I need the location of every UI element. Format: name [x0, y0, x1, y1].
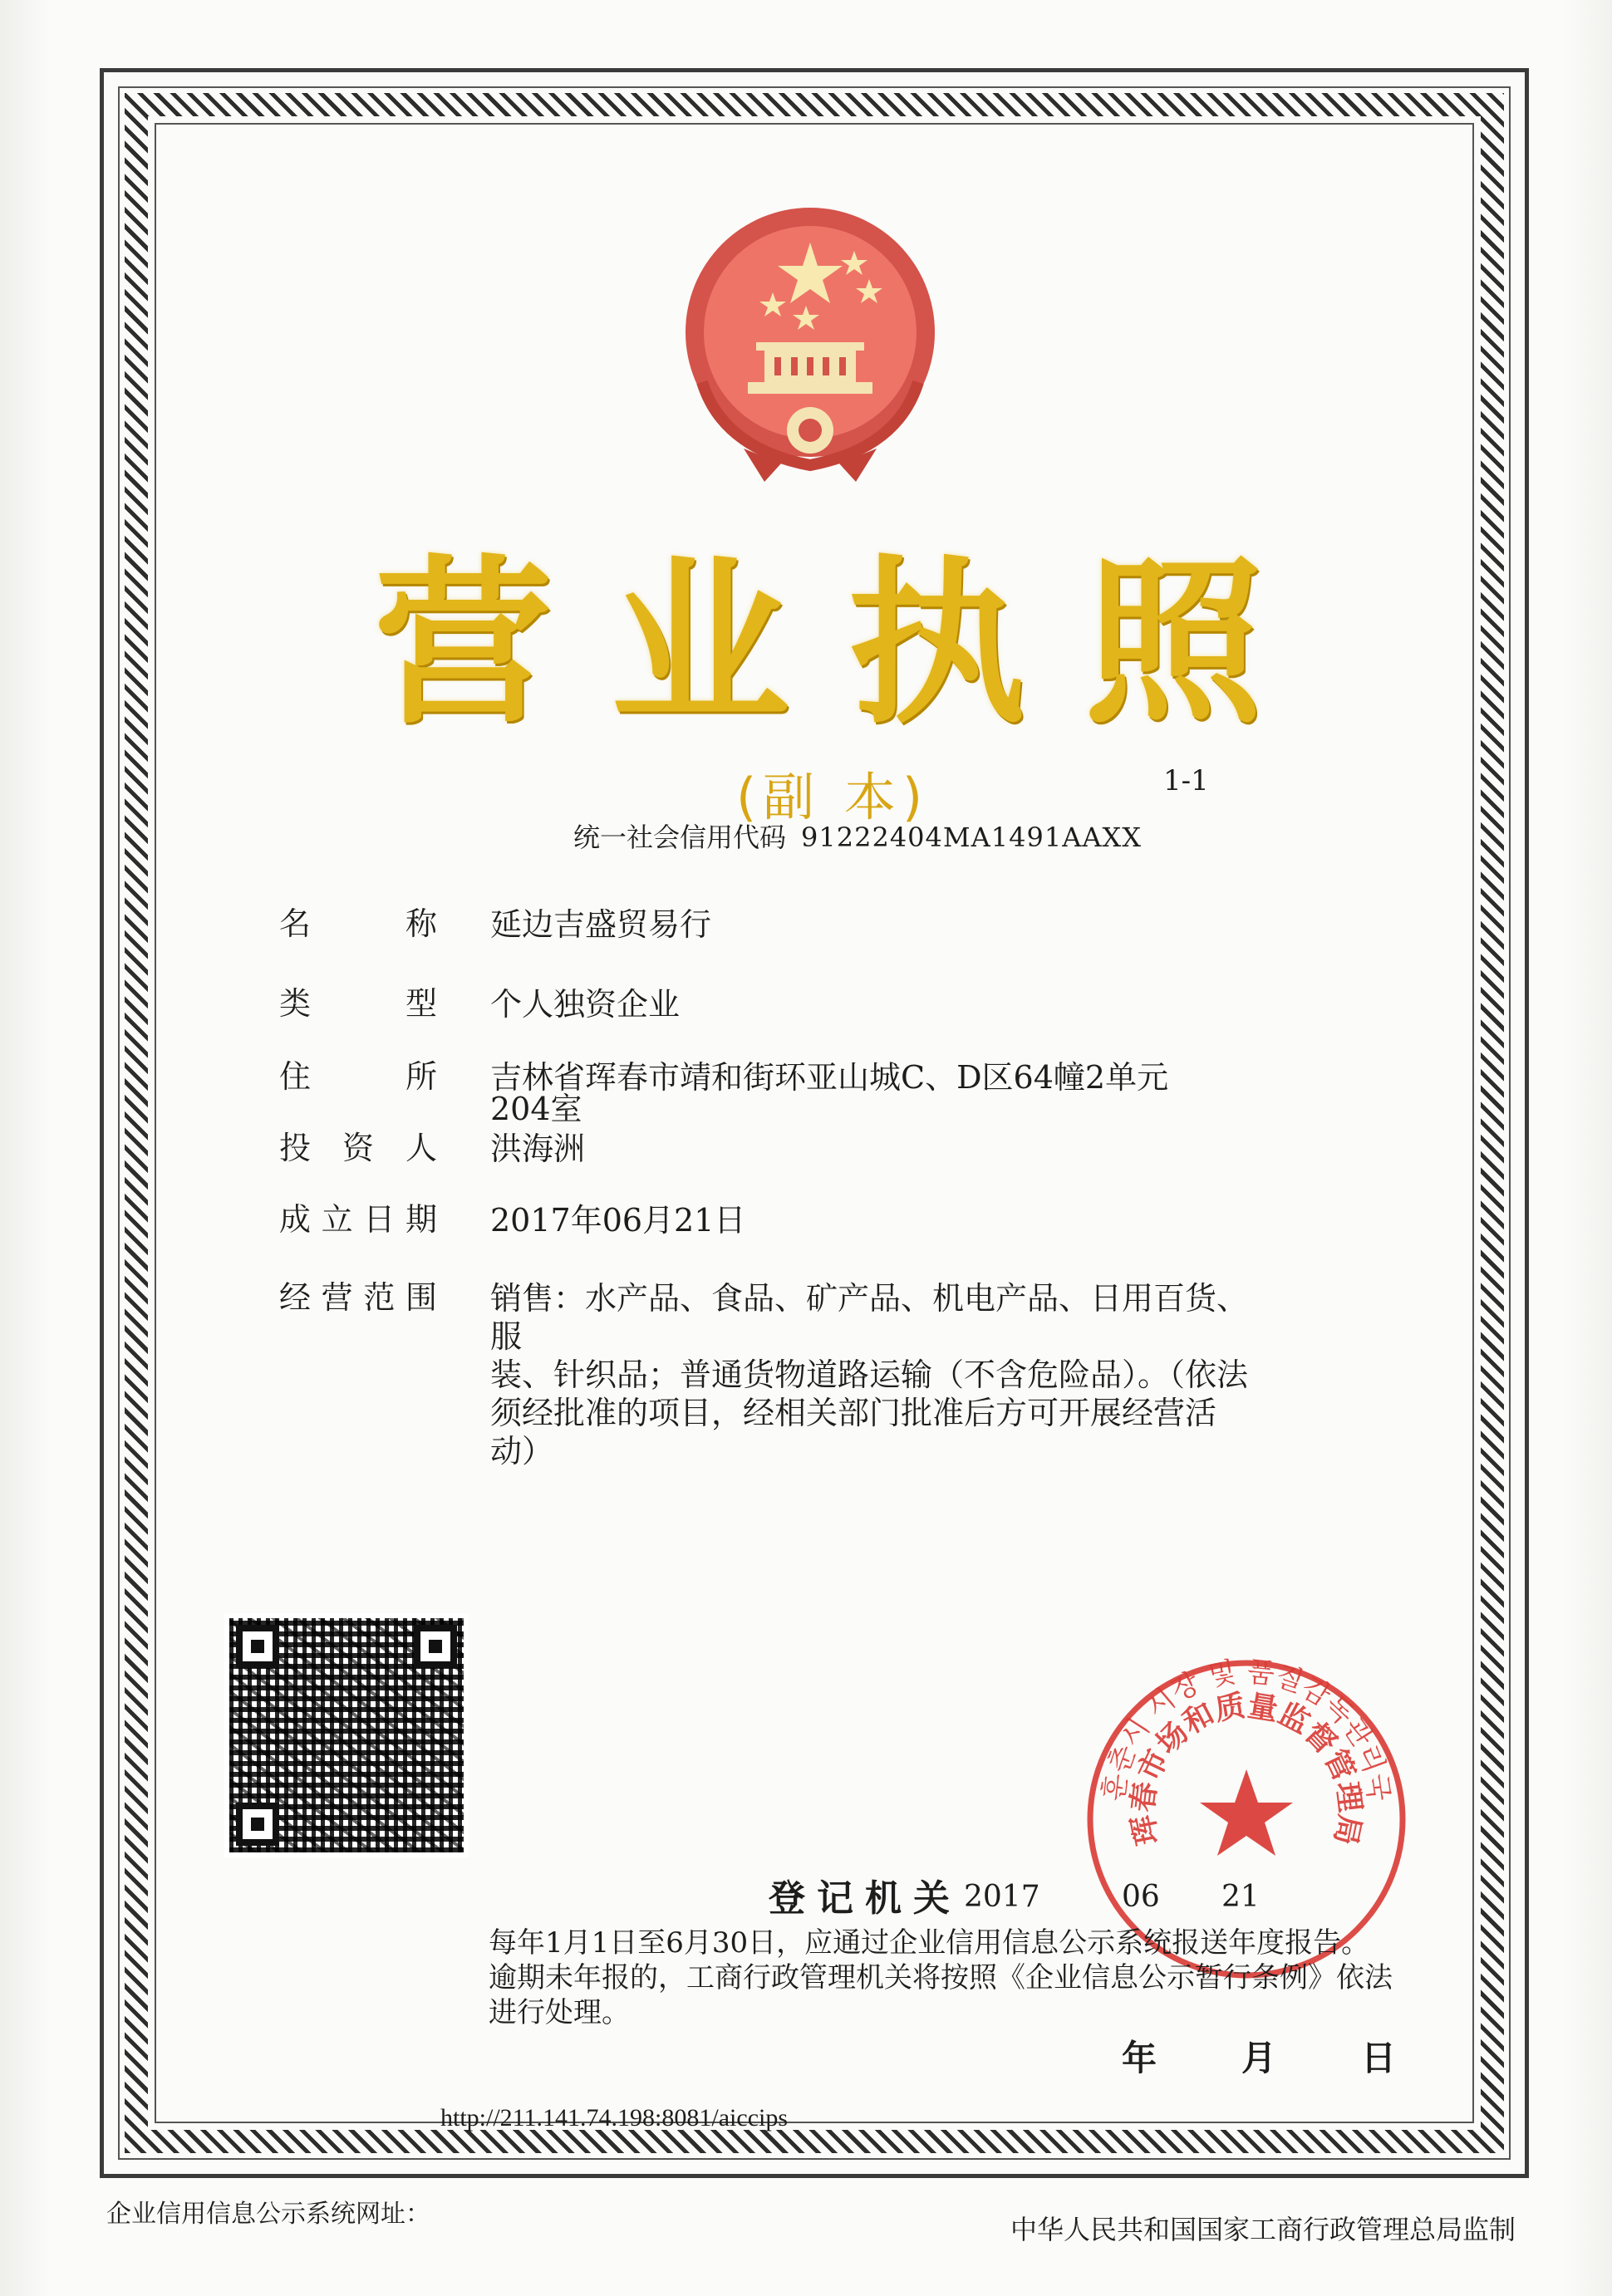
date-block: [1122, 2035, 1396, 2082]
registration-authority-label: 登记机关: [769, 1877, 961, 1920]
date-month-label: 月: [1241, 2038, 1276, 2078]
seal-date-month: 06: [1122, 1880, 1160, 1914]
title-char-3: 执: [848, 539, 1026, 748]
seal-korean-text: 훈춘시 시장 및 품질감독관리국: [1097, 1655, 1396, 1803]
scope-line-2: 装、针织品；普通货物道路运输（不含危险品）。（依法: [490, 1357, 1249, 1393]
qr-finder-top-left: [236, 1625, 279, 1668]
seal-chinese-text: 珲春市场和质量监督管理局: [1125, 1689, 1368, 1848]
copy-number: 1-1: [1163, 764, 1209, 797]
type-value: 个人独资企业: [490, 986, 681, 1023]
title-char-2: 业: [611, 539, 789, 748]
seal-date-day: 21: [1221, 1880, 1260, 1914]
scope-line-3: 须经批准的项目，经相关部门批准后方可开展经营活动）: [490, 1395, 1217, 1469]
notice-line-2: 逾期未年报的，工商行政管理机关将按照《企业信息公示暂行条例》依法: [489, 1961, 1393, 1994]
date-value: 2017年06月21日: [490, 1202, 746, 1239]
seal-date-year: 2017: [964, 1880, 1040, 1914]
qr-finder-bottom-left: [236, 1803, 279, 1846]
scope-value: [490, 1279, 1255, 1470]
date-year-label: 年: [1122, 2038, 1157, 2078]
copy-subtitle: (副 本): [735, 767, 930, 827]
name-value: 延边吉盛贸易行: [490, 906, 712, 943]
scope-label: 经营范围: [279, 1279, 437, 1316]
address-label: 住 所: [279, 1058, 437, 1095]
credit-code-value: 91222404MA1491AAXX: [801, 822, 1142, 853]
date-day-label: 日: [1360, 2038, 1396, 2078]
notice-line-3: 进行处理。: [489, 1996, 630, 2029]
footer-issuer: 中华人民共和国国家工商行政管理总局监制: [1010, 2214, 1516, 2245]
credit-code-line: [573, 819, 1142, 856]
name-label: 名 称: [279, 905, 437, 942]
system-url-link[interactable]: http://211.141.74.198:8081/aiccips: [440, 2104, 789, 2132]
national-emblem-icon: [665, 199, 956, 490]
title-char-1: 营: [374, 539, 553, 748]
qr-finder-top-right: [414, 1625, 457, 1668]
license-title: [374, 539, 1263, 748]
footer-system-label: 企业信用信息公示系统网址：: [106, 2200, 430, 2229]
type-label: 类 型: [279, 985, 437, 1022]
address-line-2: 204室: [490, 1091, 582, 1127]
investor-label: 投 资 人: [279, 1130, 437, 1166]
address-line-1: 吉林省珲春市靖和街环亚山城C、D区64幢2单元: [490, 1059, 1169, 1096]
title-char-4: 照: [1084, 539, 1263, 748]
address-value: [490, 1058, 1255, 1128]
investor-value: 洪海洲: [490, 1131, 586, 1167]
credit-code-label: 统一社会信用代码: [573, 822, 787, 853]
scope-line-1: 销售：水产品、食品、矿产品、机电产品、日用百货、服: [490, 1280, 1249, 1355]
qr-code-icon[interactable]: [224, 1613, 469, 1857]
notice-line-1: 每年1月1日至6月30日，应通过企业信用信息公示系统报送年度报告。: [489, 1926, 1370, 1960]
date-label: 成立日期: [279, 1201, 437, 1238]
annual-report-notice: [489, 1926, 1536, 2030]
